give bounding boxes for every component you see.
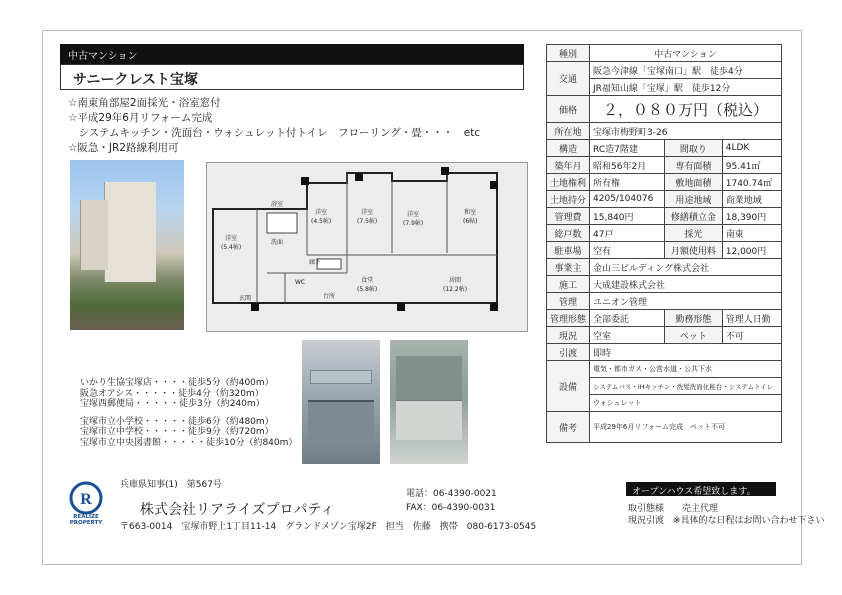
facility-row: 宝塚市立中学校・・・・・徒歩9分（約720m） <box>80 427 274 437</box>
kitchen-photo <box>390 340 468 464</box>
property-name: サニークレスト宝塚 <box>60 64 524 90</box>
facility-row: いかり生協宝塚店・・・・徒歩5分（約400m） <box>80 378 274 388</box>
room-label: 洋室 (4.5帖) <box>311 209 332 225</box>
floor-plan <box>206 162 528 332</box>
property-info-table: 種別 中古マンション 交通 阪急今津線「宝塚南口」駅 徒歩4分 JR福知山線「宝塚」駅 徒歩12分 価格 ２，０８０万円（税込） 所在地 宝塚市梅野町3-26 構造 RC造7階建 間取り 4LDK 築年月 昭和56年2月 専有面積 95.41㎡ 土地権利 所有権 敷地面積 1740.74㎡ 土地持分 4205/104076 用途地域 商業地域 管理費 15,840円 修繕積立金 18,390円 総戸数 47戸 採光 南東 駐車場 空有 月額使用料 12,000円 事業主 金山三ビルディング株式会社 施工 大成建設株式会社 管理 ユニオン管理 管理形態 全部委託 勤務形態 管理人日勤 現況 空室 ペット 不可 引渡 即時 設備 電気・都市ガス・公営水道・公共下水 システムバス・IHキッチン・洗髪洗面化粧台・システムトイレ ウォシュレット 備考 平成29年6月リフォーム完成 ペット不可 <box>546 44 782 443</box>
room-label: WC <box>295 279 306 286</box>
company-fax: FAX：06-4390-0031 <box>406 503 496 513</box>
room-label: 玄関 <box>239 295 252 302</box>
category-label: 中古マンション <box>68 51 138 62</box>
company-name: 株式会社リアライズプロパティ <box>140 502 335 518</box>
room-label: 洋室 (7.9帖) <box>403 211 424 227</box>
transaction-notes: 取引態様 売主代理 現況引渡 ※具体的な日程はお問い合わせ下さい <box>628 504 825 526</box>
facility-row: 宝塚西郵便局・・・・・徒歩3分（約240m） <box>80 399 265 409</box>
room-label: 洋室 (7.5帖) <box>357 209 378 225</box>
room-label: 浴室 <box>271 201 284 208</box>
company-address: 〒663-0014 宝塚市野上1丁目11-14 グランドメゾン宝塚2F 担当 佐藤 携帯 080-6173-0545 <box>120 522 537 532</box>
openhouse-banner: オープンハウス希望致します。 <box>626 482 776 496</box>
license-number: 兵庫県知事(1) 第567号 <box>120 480 222 490</box>
room-label: 居間 (12.2帖) <box>443 277 468 293</box>
price-value: ２，０８０万円（税込） <box>590 96 782 123</box>
logo-text: REALIZE PROPERTY <box>69 514 103 526</box>
facility-row: 宝塚市立中央図書館・・・・・徒歩10分（約840m） <box>80 437 298 448</box>
feature-item: ☆平成29年6月リフォーム完成 <box>68 112 213 124</box>
svg-text:R: R <box>80 491 92 508</box>
feature-item: システムキッチン・洗面台・ウォシュレット付トイレ フローリング・畳・・・ etc <box>68 127 481 139</box>
room-label: 食堂 (5.8帖) <box>357 277 378 293</box>
building-photo <box>70 160 184 330</box>
category-band <box>60 44 524 64</box>
room-label: 洗面 <box>271 239 284 246</box>
kitchen-photo <box>302 340 380 464</box>
feature-item: ☆阪急・JR2路線利用可 <box>68 142 179 154</box>
room-label: 和室 (6帖) <box>463 209 478 225</box>
feature-list <box>68 96 538 156</box>
room-label: 台所 <box>323 293 336 300</box>
facility-row: 宝塚市立小学校・・・・・徒歩6分（約480m） <box>80 416 274 427</box>
room-label: 廊下 <box>309 259 322 266</box>
facility-row: 阪急オアシス・・・・・徒歩4分（約320m） <box>80 388 264 399</box>
nearby-facilities <box>80 378 300 448</box>
company-logo <box>64 480 108 524</box>
room-label: 洋室 (5.4帖) <box>221 235 242 251</box>
feature-item: ☆南東角部屋2面採光・浴室窓付 <box>68 97 221 109</box>
company-phone: 電話：06-4390-0021 <box>406 489 497 499</box>
